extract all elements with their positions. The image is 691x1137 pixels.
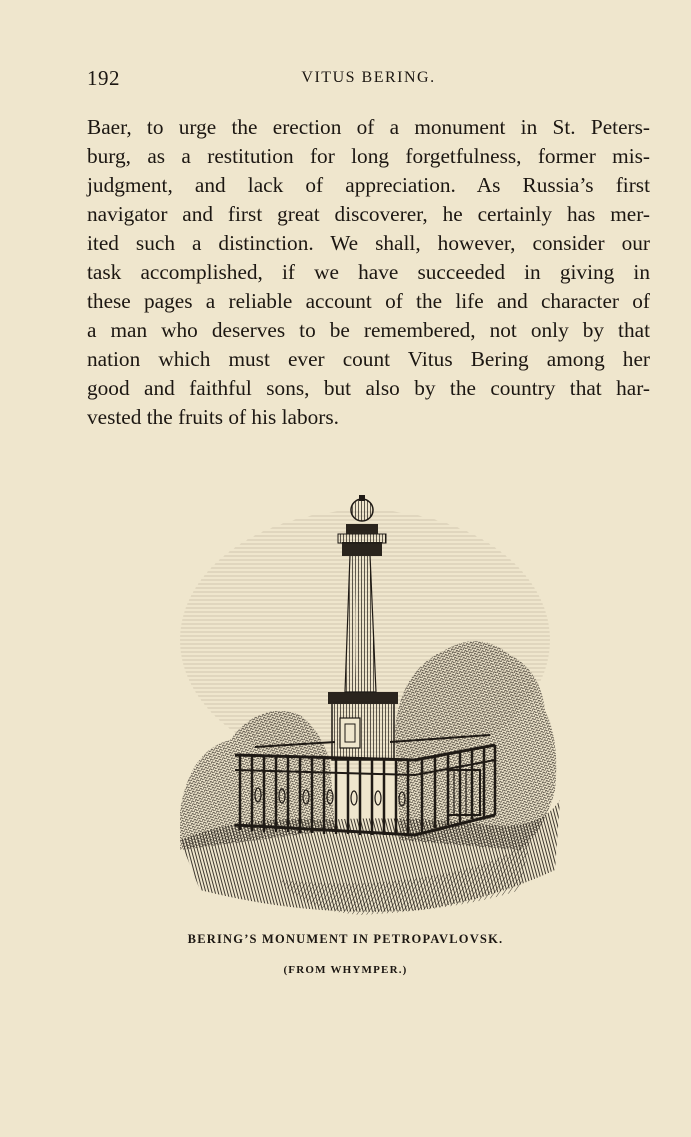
text-line: good and faithful sons, but also by the country that har- <box>87 376 650 400</box>
running-head: VITUS BERING. <box>301 69 436 86</box>
figure-source: (FROM WHYMPER.) <box>283 964 408 976</box>
page-number: 192 <box>87 66 120 90</box>
text-line: navigator and first great discoverer, he certainly has mer- <box>87 202 650 226</box>
monument-column <box>345 555 376 692</box>
text-line: ited such a distinction. We shall, however, consider our <box>87 231 650 255</box>
monument-orb <box>351 499 373 521</box>
text-line: Baer, to urge the erection of a monument in St. Peters- <box>87 115 650 139</box>
text-line: burg, as a restitution for long forgetfulness, former mis- <box>87 144 650 168</box>
text-line: vested the fruits of his labors. <box>87 405 339 429</box>
text-line: a man who deserves to be remembered, not only by that <box>87 318 650 342</box>
text-line: nation which must ever count Vitus Bering among her <box>87 347 650 371</box>
text-line: these pages a reliable account of the life and character of <box>87 289 650 313</box>
body-paragraph <box>87 113 650 432</box>
figure-caption: BERING’S MONUMENT IN PETROPAVLOVSK. <box>187 932 504 946</box>
page-header <box>87 66 650 94</box>
monument-engraving <box>160 470 565 920</box>
text-line: task accomplished, if we have succeeded in giving in <box>87 260 650 284</box>
text-line: judgment, and lack of appreciation. As Russia’s first <box>87 173 650 197</box>
